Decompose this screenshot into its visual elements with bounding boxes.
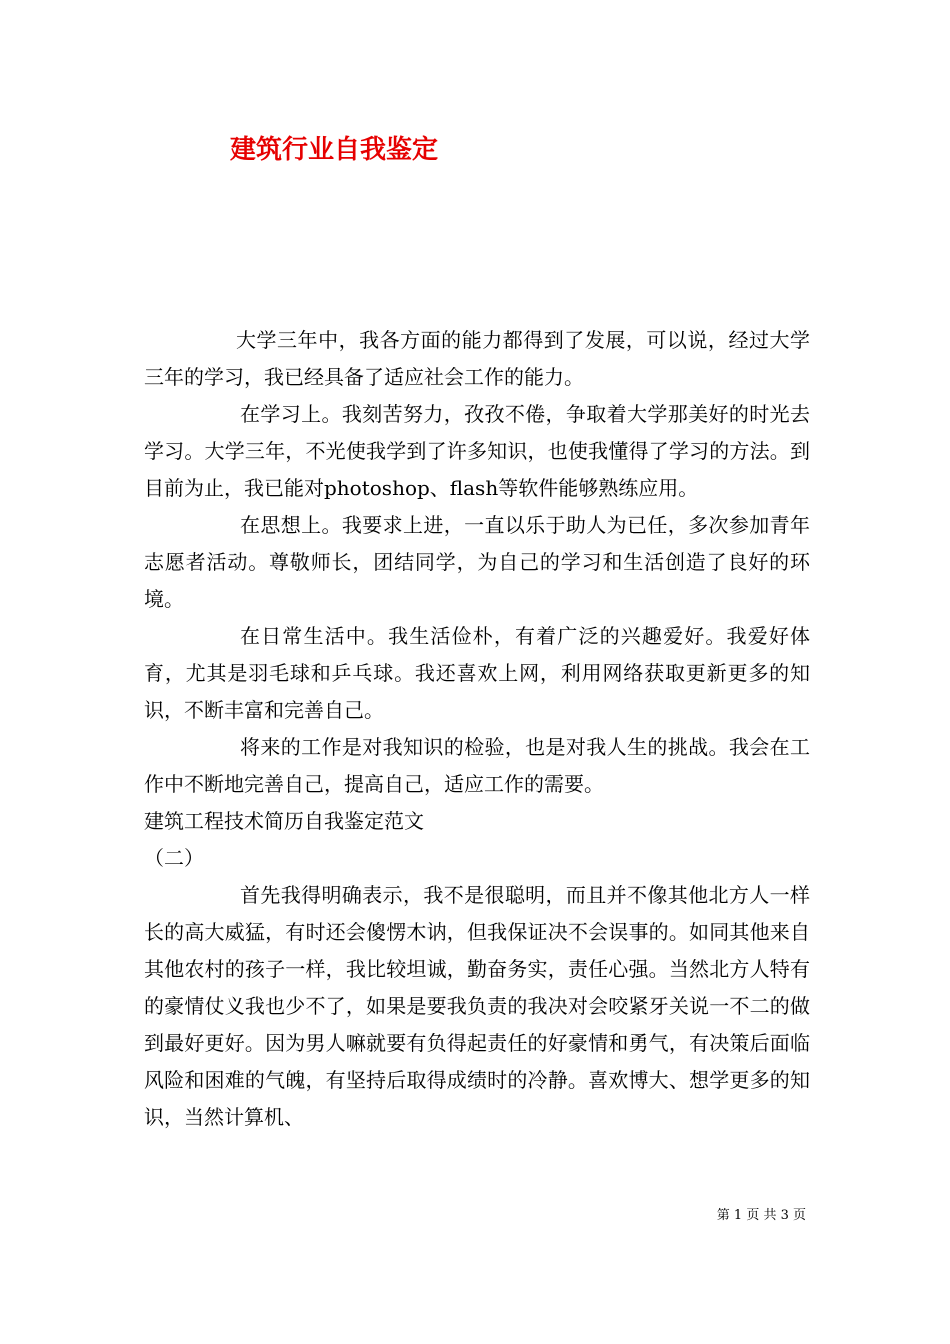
paragraph-intro: 大学三年中，我各方面的能力都得到了发展，可以说，经过大学三年的学习，我已经具备了适应社会工作的能力。 <box>144 328 810 389</box>
paragraph-section-two: 首先我得明确表示，我不是很聪明，而且并不像其他北方人一样长的高大威猛，有时还会傻愣木讷，但我保证决不会误事的。如同其他来自其他农村的孩子一样，我比较坦诚，勤奋务实，责任心强。当然北方人特有的豪情仗义我也少不了，如果是要我负责的我决对会咬紧牙关说一不二的做到最好更好。因为男人嘛就要有负得起责任的好豪情和勇气，有决策后面临风险和困难的气魄，有坚持后取得成绩时的冷静。喜欢博大、想学更多的知识，当然计算机、 <box>144 883 810 1129</box>
page-number-footer: 第 1 页 共 3 页 <box>716 1208 806 1223</box>
section-number: （二） <box>144 846 204 870</box>
paragraph-future: 将来的工作是对我知识的检验，也是对我人生的挑战。我会在工作中不断地完善自己，提高自己，适应工作的需要。 <box>144 735 810 796</box>
document-body <box>144 322 810 1136</box>
paragraph-daily-life: 在日常生活中。我生活俭朴，有着广泛的兴趣爱好。我爱好体育，尤其是羽毛球和乒乓球。我还喜欢上网，利用网络获取更新更多的知识，不断丰富和完善自己。 <box>144 624 810 722</box>
paragraph-study: 在学习上。我刻苦努力，孜孜不倦，争取着大学那美好的时光去学习。大学三年，不光使我学到了许多知识，也使我懂得了学习的方法。到目前为止，我已能对photoshop、flash等软件能够熟练应用。 <box>144 402 810 500</box>
document-title: 建筑行业自我鉴定 <box>230 135 439 165</box>
paragraph-thought: 在思想上。我要求上进，一直以乐于助人为已任，多次参加青年志愿者活动。尊敬师长，团结同学，为自己的学习和生活创造了良好的环境。 <box>144 513 810 611</box>
section-heading: 建筑工程技术简历自我鉴定范文 <box>144 809 424 833</box>
